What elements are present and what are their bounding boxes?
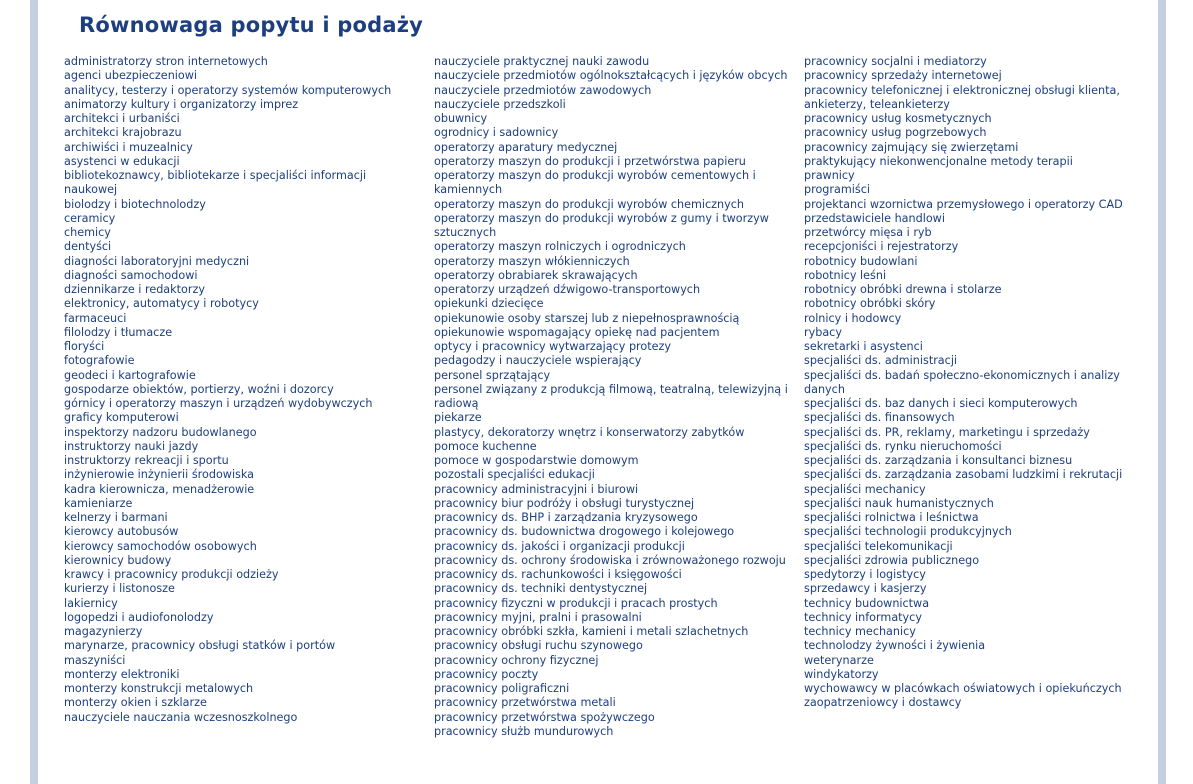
occupation-link[interactable]: specjaliści nauk humanistycznych [804,496,994,510]
occupation-link[interactable]: chemicy [64,226,111,239]
occupation-link[interactable]: pracownicy usług pogrzebowych [804,126,987,140]
occupation-link[interactable]: pracownicy ds. budownictwa drogowego i kolejowego [434,525,735,539]
occupation-link[interactable]: ceramicy [64,211,116,225]
occupation-link[interactable]: pracownicy ds. rachunkowości i księgowości [434,568,682,581]
occupation-link[interactable]: specjaliści ds. rynku nieruchomości [804,439,1002,453]
occupation-link[interactable]: pozostali specjaliści edukacji [434,468,595,482]
occupation-link[interactable]: weterynarze [804,653,874,667]
occupation-link[interactable]: instruktorzy rekreacji i sportu [64,454,229,467]
occupation-link[interactable]: pomoce kuchenne [434,439,537,453]
occupation-link[interactable]: technicy informatycy [804,610,922,624]
occupation-link[interactable]: ogrodnicy i sadownicy [434,126,559,140]
occupation-link[interactable]: technicy budownictwa [804,596,930,610]
occupation-link[interactable]: górnicy i operatorzy maszyn i urządzeń wydobywczych [64,397,373,410]
occupation-link[interactable]: architekci i urbaniści [64,112,180,125]
occupation-link[interactable]: analitycy, testerzy i operatorzy systemów komputerowych [64,83,392,97]
occupation-link[interactable]: pracownicy sprzedaży internetowej [804,69,1002,83]
occupation-link[interactable]: robotnicy obróbki drewna i stolarze [804,283,1002,296]
occupation-link[interactable]: programiści [804,183,870,197]
occupation-link[interactable]: nauczyciele praktycznej nauki zawodu [434,55,650,68]
occupation-link[interactable]: magazynierzy [64,625,143,638]
occupation-link[interactable]: pracownicy ds. jakości i organizacji produkcji [434,539,685,553]
occupation-link[interactable]: projektanci wzornictwa przemysłowego i operatorzy CAD [804,197,1123,211]
occupation-link[interactable]: przetwórcy mięsa i ryb [804,226,932,239]
occupation-link[interactable]: nauczyciele przedmiotów ogólnokształcących i języków obcych [434,69,788,83]
occupation-link[interactable]: wychowawcy w placówkach oświatowych i opiekuńczych [804,682,1122,695]
occupation-link[interactable]: pracownicy myjni, pralni i prasowalni [434,610,642,624]
occupation-link[interactable]: kelnerzy i barmani [64,511,168,524]
occupation-link[interactable]: spedytorzy i logistycy [804,568,926,581]
occupation-link[interactable]: sprzedawcy i kasjerzy [804,582,927,596]
occupation-link[interactable]: specjaliści rolnictwa i leśnictwa [804,511,979,524]
occupation-link[interactable]: diagności laboratoryjni medyczni [64,254,250,268]
occupation-link[interactable]: gospodarze obiektów, portierzy, woźni i dozorcy [64,382,334,396]
occupation-link[interactable]: specjaliści ds. finansowych [804,411,955,425]
occupation-link[interactable]: floryści [64,340,105,353]
occupation-link[interactable]: specjaliści mechanicy [804,482,926,496]
occupation-columns [0,55,1193,784]
occupation-link[interactable]: opiekunki dziecięce [434,297,544,311]
occupation-link[interactable]: kierownicy budowy [64,553,172,567]
occupation-link[interactable]: operatorzy maszyn rolniczych i ogrodniczych [434,240,686,254]
occupation-link[interactable]: fotografowie [64,354,135,368]
occupation-link[interactable]: animatorzy kultury i organizatorzy imprez [64,97,299,111]
occupation-link[interactable]: specjaliści technologii produkcyjnych [804,525,1012,539]
occupation-link[interactable]: farmaceuci [64,311,127,325]
occupation-link[interactable]: operatorzy maszyn włókienniczych [434,254,630,268]
occupation-link[interactable]: pomoce w gospodarstwie domowym [434,454,639,467]
occupation-link[interactable]: pracownicy ds. BHP i zarządzania kryzysowego [434,511,698,524]
occupation-column-2 [434,55,794,739]
occupation-link[interactable]: asystenci w edukacji [64,154,180,168]
occupation-link[interactable]: pracownicy ds. techniki dentystycznej [434,582,648,596]
occupation-link[interactable]: archiwiści i muzealnicy [64,140,193,154]
occupation-link[interactable]: architekci krajobrazu [64,126,182,140]
occupation-link[interactable]: specjaliści ds. PR, reklamy, marketingu i sprzedaży [804,425,1090,439]
occupation-link[interactable]: obuwnicy [434,112,488,125]
occupation-link[interactable]: specjaliści ds. zarządzania i konsultanci biznesu [804,454,1073,467]
occupation-link[interactable]: operatorzy maszyn do produkcji wyrobów z gumy i tworzyw sztucznych [434,211,769,239]
occupation-link[interactable]: dziennikarze i redaktorzy [64,283,205,296]
occupation-link[interactable]: pracownicy biur podróży i obsługi turystycznej [434,496,695,510]
occupation-link[interactable]: instruktorzy nauki jazdy [64,439,199,453]
occupation-link[interactable]: krawcy i pracownicy produkcji odzieży [64,568,279,581]
occupation-link[interactable]: sekretarki i asystenci [804,340,923,353]
occupation-link[interactable]: nauczyciele nauczania wczesnoszkolnego [64,710,298,724]
occupation-link[interactable]: robotnicy budowlani [804,254,918,268]
occupation-link[interactable]: bibliotekoznawcy, bibliotekarze i specjaliści informacji naukowej [64,169,367,197]
occupation-link[interactable]: administratorzy stron internetowych [64,55,268,68]
occupation-link[interactable]: pracownicy usług kosmetycznych [804,112,992,125]
occupation-column-1 [64,55,414,725]
occupation-link[interactable]: biolodzy i biotechnolodzy [64,197,206,211]
occupation-link[interactable]: monterzy okien i szklarze [64,696,207,710]
occupation-link[interactable]: kadra kierownicza, menadżerowie [64,482,255,496]
occupation-link[interactable]: optycy i pracownicy wytwarzający protezy [434,340,672,353]
occupation-link[interactable]: robotnicy leśni [804,268,887,282]
occupation-link[interactable]: monterzy konstrukcji metalowych [64,682,254,695]
occupation-link[interactable]: pracownicy przetwórstwa spożywczego [434,710,655,724]
occupation-link[interactable]: pracownicy ochrony fizycznej [434,653,599,667]
page-title: Równowaga popytu i podaży [79,13,424,37]
occupation-link[interactable]: kurierzy i listonosze [64,582,175,596]
occupation-link[interactable]: opiekunowie wspomagający opiekę nad pacjentem [434,325,720,339]
occupation-link[interactable]: geodeci i kartografowie [64,368,196,382]
occupation-link[interactable]: operatorzy maszyn do produkcji wyrobów cementowych i kamiennych [434,169,756,197]
occupation-link[interactable]: pracownicy administracyjni i biurowi [434,482,639,496]
occupation-link[interactable]: praktykujący niekonwencjonalne metody terapii [804,154,1073,168]
occupation-link[interactable]: monterzy elektroniki [64,667,180,681]
occupation-link[interactable]: prawnicy [804,169,855,182]
occupation-link[interactable]: pracownicy przetwórstwa metali [434,696,616,710]
occupation-link[interactable]: personel związany z produkcją filmową, teatralną, telewizyjną i radiową [434,382,788,410]
occupation-link[interactable]: pracownicy telefonicznej i elektronicznej obsługi klienta, ankieterzy, teleankieterzy [804,83,1120,111]
occupation-link[interactable]: nauczyciele przedszkoli [434,97,566,111]
occupation-link[interactable]: opiekunowie osoby starszej lub z niepełnosprawnością [434,311,740,325]
occupation-link[interactable]: lakiernicy [64,596,118,610]
occupation-link[interactable]: specjaliści ds. administracji [804,354,958,368]
occupation-link[interactable]: pracownicy ds. ochrony środowiska i zrównoważonego rozwoju [434,553,786,567]
occupation-link[interactable]: technolodzy żywności i żywienia [804,639,986,653]
occupation-link[interactable]: specjaliści ds. zarządzania zasobami ludzkimi i rekrutacji [804,468,1123,482]
occupation-link[interactable]: windykatorzy [804,667,879,681]
occupation-link[interactable]: pracownicy obsługi ruchu szynowego [434,639,643,653]
occupation-link[interactable]: inżynierowie inżynierii środowiska [64,468,255,482]
occupation-link[interactable]: kierowcy autobusów [64,525,179,539]
occupation-link[interactable]: pracownicy służb mundurowych [434,724,614,738]
occupation-link[interactable]: diagności samochodowi [64,268,198,282]
occupation-link[interactable]: pracownicy poczty [434,667,539,681]
occupation-link[interactable]: agenci ubezpieczeniowi [64,69,197,83]
occupation-link[interactable]: graficy komputerowi [64,411,179,425]
occupation-link[interactable]: specjaliści ds. badań społeczno-ekonomicznych i analizy danych [804,368,1120,396]
occupation-column-3 [804,55,1139,711]
occupation-link[interactable]: rolnicy i hodowcy [804,311,902,325]
occupation-link[interactable]: kamieniarze [64,496,133,510]
occupation-link[interactable]: pracownicy socjalni i mediatorzy [804,55,987,68]
occupation-link[interactable]: recepcjoniści i rejestratorzy [804,240,959,254]
occupation-link[interactable]: operatorzy aparatury medycznej [434,140,618,154]
occupation-link[interactable]: dentyści [64,240,112,254]
occupation-link[interactable]: operatorzy maszyn do produkcji i przetwórstwa papieru [434,154,746,168]
occupation-link[interactable]: inspektorzy nadzoru budowlanego [64,425,257,439]
occupation-link[interactable]: pracownicy fizyczni w produkcji i pracach prostych [434,596,718,610]
occupation-link[interactable]: zaopatrzeniowcy i dostawcy [804,696,962,710]
occupation-link[interactable]: przedstawiciele handlowi [804,211,945,225]
occupation-link[interactable]: operatorzy obrabiarek skrawających [434,268,638,282]
occupation-link[interactable]: plastycy, dekoratorzy wnętrz i konserwatorzy zabytków [434,425,745,439]
occupation-link[interactable]: maszyniści [64,653,126,667]
occupation-link[interactable]: operatorzy maszyn do produkcji wyrobów chemicznych [434,197,745,211]
occupation-link[interactable]: logopedzi i audiofonolodzy [64,610,214,624]
occupation-link[interactable]: rybacy [804,325,842,339]
occupation-link[interactable]: pedagodzy i nauczyciele wspierający [434,354,642,368]
occupation-link[interactable]: kierowcy samochodów osobowych [64,539,257,553]
occupation-link[interactable]: nauczyciele przedmiotów zawodowych [434,83,652,97]
occupation-link[interactable]: pracownicy obróbki szkła, kamieni i metali szlachetnych [434,625,749,638]
occupation-link[interactable]: specjaliści telekomunikacji [804,539,953,553]
occupation-link[interactable]: personel sprzątający [434,368,551,382]
occupation-link[interactable]: specjaliści ds. baz danych i sieci komputerowych [804,397,1078,410]
occupation-link[interactable]: piekarze [434,411,482,425]
occupation-link[interactable]: operatorzy urządzeń dźwigowo-transportowych [434,283,701,296]
occupation-link[interactable]: marynarze, pracownicy obsługi statków i portów [64,639,336,653]
occupation-link[interactable]: filolodzy i tłumacze [64,325,173,339]
occupation-link[interactable]: specjaliści zdrowia publicznego [804,553,980,567]
occupation-link[interactable]: pracownicy zajmujący się zwierzętami [804,140,1019,154]
occupation-link[interactable]: technicy mechanicy [804,625,916,638]
occupation-link[interactable]: pracownicy poligraficzni [434,682,570,695]
occupation-link[interactable]: robotnicy obróbki skóry [804,297,936,311]
occupation-link[interactable]: elektronicy, automatycy i robotycy [64,297,259,311]
